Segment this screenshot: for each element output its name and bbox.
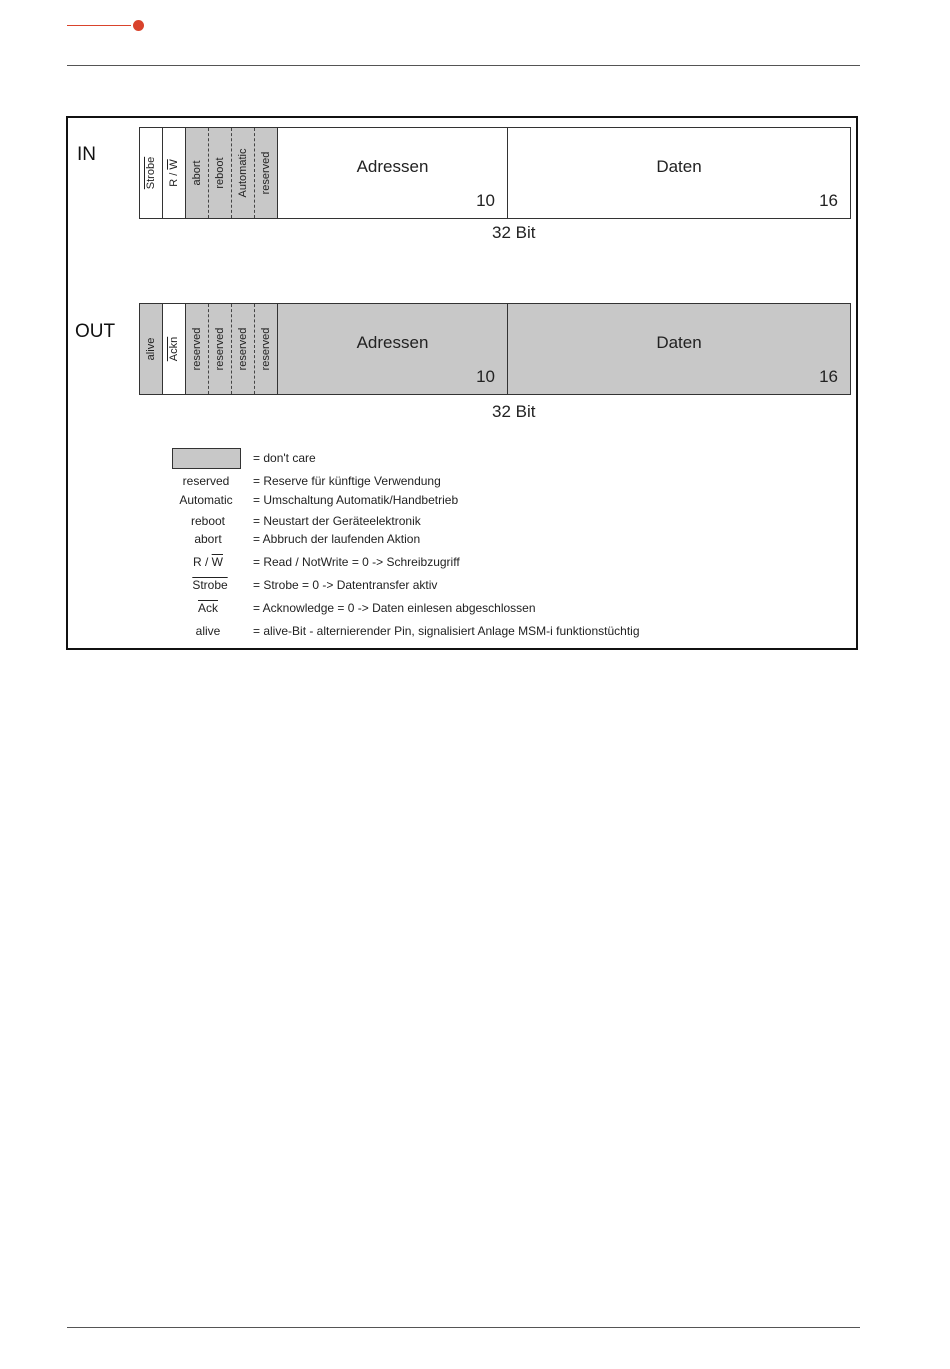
in-bit-label: abort: [191, 160, 203, 186]
out-bit-reserved-1: [186, 304, 209, 394]
header-rule: [67, 65, 860, 66]
legend-def-abort: = Abbruch der laufenden Aktion: [253, 532, 421, 546]
legend-def-reserved: = Reserve für künftige Verwendung: [253, 474, 441, 488]
out-bit-reserved-4: [255, 304, 278, 394]
out-row-label: OUT: [75, 321, 116, 342]
legend-dont-care-swatch: [172, 448, 241, 469]
out-bit-ackn: [163, 304, 186, 394]
legend-term-rw: R / $\overline{W}$: [192, 555, 223, 569]
in-address-field: [278, 128, 508, 218]
out-bit-label: reserved: [191, 327, 203, 371]
in-bit-reserved: [255, 128, 278, 218]
in-bit-label: Automatic: [237, 148, 249, 198]
in-bit-strobe: [140, 128, 163, 218]
out-bit-alive: [140, 304, 163, 394]
legend-def-rw: = Read / NotWrite = 0 -> Schreibzugriff: [253, 555, 460, 569]
out-register: [139, 303, 851, 395]
legend-dont-care-def: = don't care: [253, 451, 316, 465]
in-bit-label: Strobe: [145, 156, 157, 190]
legend-term-rw-w: $\overline{W}$: [211, 555, 223, 569]
out-bit-label: reserved: [237, 327, 249, 371]
header-accent-dot: [133, 20, 144, 31]
legend-term-strobe: Strobe: [192, 578, 228, 592]
in-bit-label: R / $\overline{W}$: [168, 159, 180, 187]
out-bit-reserved-3: [232, 304, 255, 394]
legend-def-alive: = alive-Bit - alternierender Pin, signalisiert Anlage MSM-i funktionstüchtig: [253, 624, 640, 638]
in-bit-abort: [186, 128, 209, 218]
in-bit-rw: [163, 128, 186, 218]
in-total-bits: 32 Bit: [492, 223, 536, 242]
legend-term-abort: abort: [194, 532, 222, 546]
out-bit-label: Ackn: [168, 336, 180, 362]
out-total-bits: 32 Bit: [492, 402, 536, 421]
out-address-field: [278, 304, 508, 394]
in-address-width: 10: [476, 191, 495, 210]
out-data-field: [508, 304, 850, 394]
in-address-name: Adressen: [356, 157, 429, 176]
out-bit-reserved-2: [209, 304, 232, 394]
legend-term-reserved: reserved: [182, 474, 230, 488]
legend-def-reboot: = Neustart der Geräteelektronik: [253, 514, 421, 528]
header-accent-line: [67, 25, 131, 26]
legend-def-ack: = Acknowledge = 0 -> Daten einlesen abgeschlossen: [253, 601, 536, 615]
in-bit-label: reboot: [214, 157, 226, 189]
in-data-field: [508, 128, 850, 218]
in-bit-label: reserved: [260, 151, 272, 195]
footer-rule: [67, 1327, 860, 1328]
in-bit-automatic: [232, 128, 255, 218]
in-data-name: Daten: [656, 157, 702, 176]
legend-def-automatic: = Umschaltung Automatik/Handbetrieb: [253, 493, 459, 507]
out-data-name: Daten: [656, 333, 702, 352]
out-bit-label: reserved: [214, 327, 226, 371]
legend-term-rw-r: R: [192, 555, 202, 569]
legend-term-reboot: reboot: [190, 514, 226, 528]
legend-term-ack: $\overline{Ack}$: [197, 601, 218, 615]
out-bit-label: alive: [145, 337, 157, 361]
in-register: [139, 127, 851, 219]
legend-term-alive: alive: [195, 624, 221, 638]
legend-term-automatic: Automatic: [179, 493, 233, 507]
out-bit-label: reserved: [260, 327, 272, 371]
in-row-label: IN: [77, 144, 96, 165]
in-bit-reboot: [209, 128, 232, 218]
out-data-width: 16: [819, 367, 838, 386]
out-address-width: 10: [476, 367, 495, 386]
in-data-width: 16: [819, 191, 838, 210]
out-address-name: Adressen: [356, 333, 429, 352]
legend-def-strobe: = Strobe = 0 -> Datentransfer aktiv: [253, 578, 438, 592]
